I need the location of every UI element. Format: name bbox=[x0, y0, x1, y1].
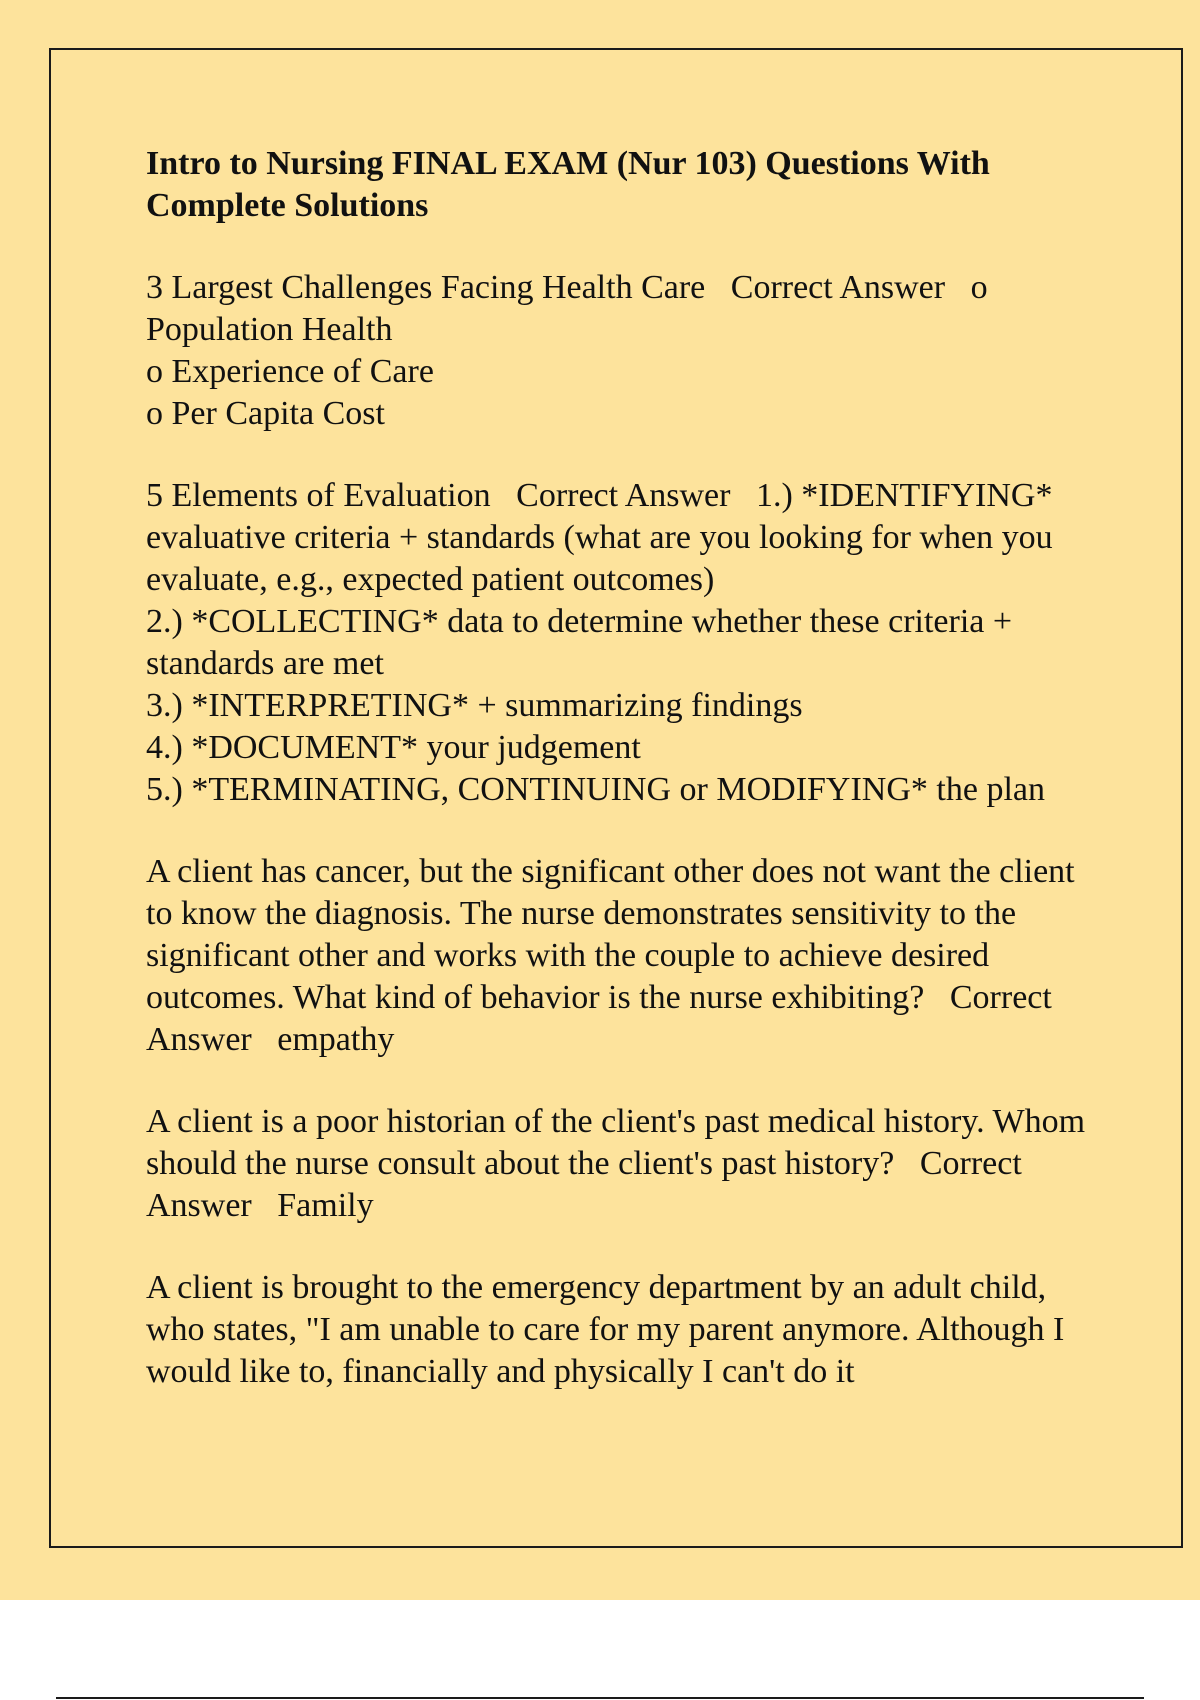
question-text: 3 Largest Challenges Facing Health Care bbox=[146, 269, 706, 306]
question-text: A client is a poor historian of the client's past medical history. Whom should the nurse consult about the client's past history? bbox=[146, 1103, 1086, 1182]
qa-item bbox=[146, 475, 1086, 811]
qa-item bbox=[146, 1101, 1086, 1227]
answer-label: Correct Answer bbox=[516, 477, 731, 514]
trailing-question: A client is brought to the emergency department by an adult child, who states, "I am unable to care for my parent anymore. Although I would like to, financially and physically I can't do it bbox=[146, 1269, 1065, 1390]
answer-label: Correct Answer bbox=[146, 1145, 1022, 1224]
footer-divider bbox=[56, 1697, 1144, 1699]
answer-line: 3.) *INTERPRETING* + summarizing findings bbox=[146, 687, 803, 724]
answer-text: 1.) *IDENTIFYING* evaluative criteria + standards (what are you looking for when you evaluate, e.g., expected patient outcomes) bbox=[146, 477, 1053, 598]
answer-line: o Experience of Care bbox=[146, 353, 434, 390]
document-title: Intro to Nursing FINAL EXAM (Nur 103) Questions With Complete Solutions bbox=[146, 145, 990, 224]
answer-line: 5.) *TERMINATING, CONTINUING or MODIFYING* the plan bbox=[146, 771, 1045, 808]
answer-label: Correct Answer bbox=[146, 979, 1052, 1058]
qa-item bbox=[146, 267, 1086, 435]
answer-line: 4.) *DOCUMENT* your judgement bbox=[146, 729, 641, 766]
question-text: 5 Elements of Evaluation bbox=[146, 477, 491, 514]
answer-text: o Population Health bbox=[146, 269, 988, 348]
answer-line: o Per Capita Cost bbox=[146, 395, 385, 432]
question-text: A client has cancer, but the significant other does not want the client to know the diagnosis. The nurse demonstrates sensitivity to the significant other and works with the couple to achieve desired outcomes. What kind of behavior is the nurse exhibiting? bbox=[146, 853, 1075, 1016]
document-body bbox=[146, 143, 1086, 1433]
answer-line: 2.) *COLLECTING* data to determine whether these criteria + standards are met bbox=[146, 603, 1013, 682]
answer-label: Correct Answer bbox=[730, 269, 946, 306]
answer-text: empathy bbox=[277, 1021, 395, 1058]
qa-item bbox=[146, 851, 1086, 1061]
answer-text: Family bbox=[277, 1187, 374, 1224]
